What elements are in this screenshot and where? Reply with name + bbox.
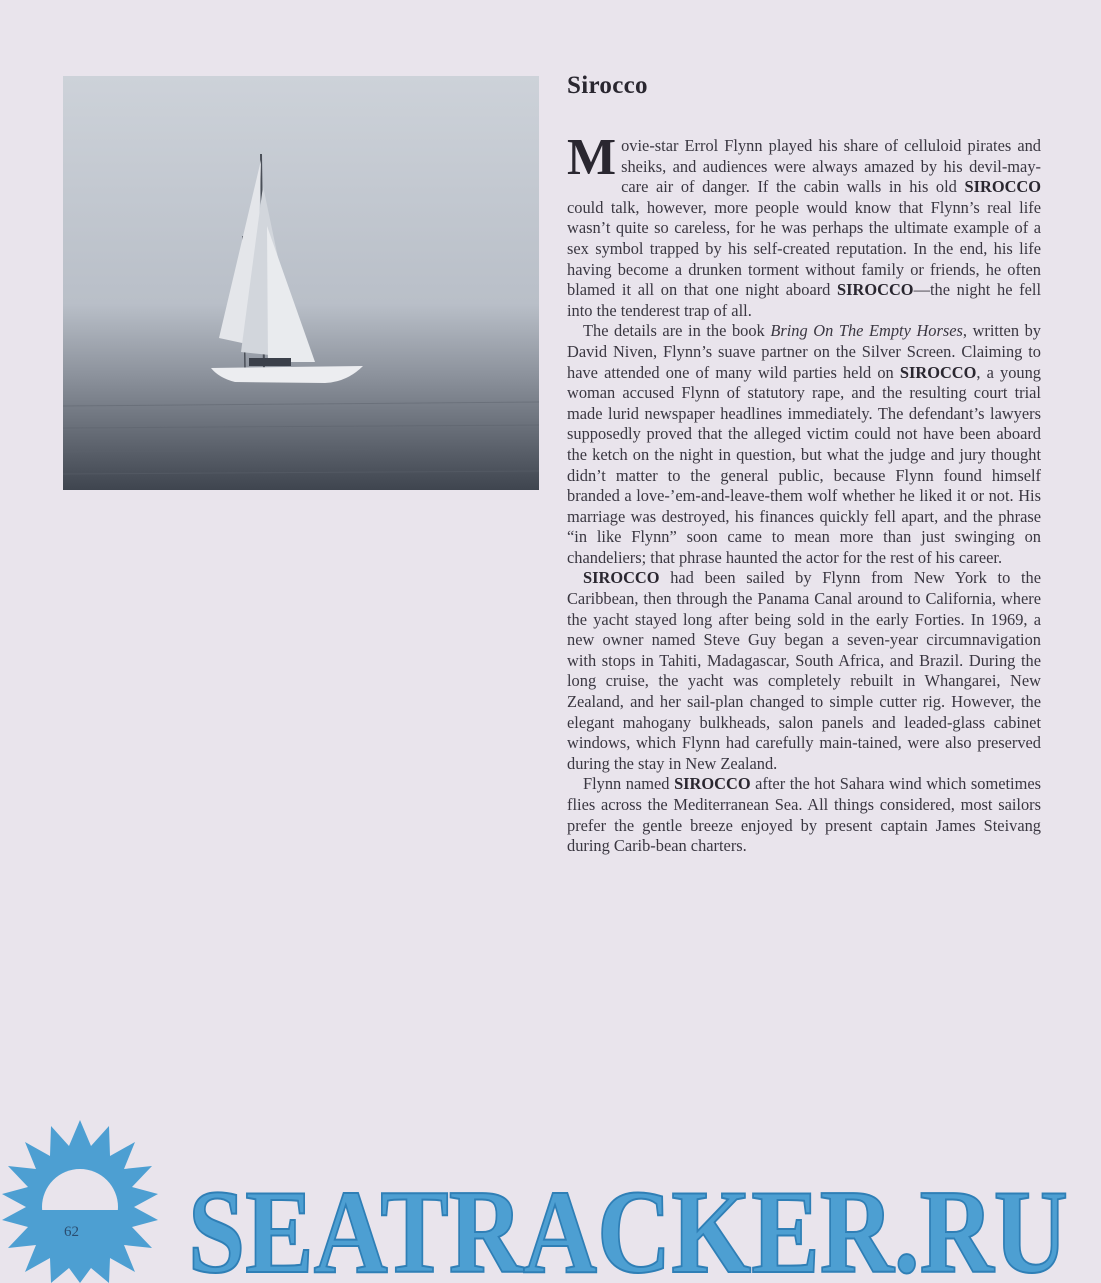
- yacht-name: SIROCCO: [964, 177, 1041, 197]
- article-title: Sirocco: [567, 72, 648, 99]
- yacht-name: SIROCCO: [674, 774, 751, 794]
- book-title: Bring On The Empty Horses: [770, 321, 963, 341]
- paragraph-2: The details are in the book Bring On The Empty Horses, written by David Niven, Flynn’s suave partner on the Silver Screen. Claiming to have attended one of many wild parties held on SIROCCO, a young woman accused Flynn of statutory rape, and the resulting court trial made lurid newspaper headlines immediately. The defendant’s lawyers supposedly proved that the alleged victim could not have been aboard the ketch on the night in question, but what the judge and jury thought didn’t matter to the general public, because Flynn found himself branded a love-’em-and-leave-them wolf whether he liked it or not. His marriage was destroyed, his finances quickly fell apart, and the phrase “in like Flynn” soon came to mean more than just swinging on chandeliers; that phrase haunted the actor for the rest of his career.: [567, 321, 1041, 567]
- yacht-name: SIROCCO: [899, 362, 977, 382]
- paragraph-3: SIROCCO had been sailed by Flynn from New York to the Caribbean, then through the Panama Canal around to California, where the yacht stayed long after being sold in the early Forties. In 1969, a new owner named Steve Guy began a seven-year circumnavigation with stops in Tahiti, Madagascar, South Africa, and Brazil. During the long cruise, the yacht was completely rebuilt in Whangarei, New Zealand, and her sail-plan changed to simple cutter rig. However, the elegant mahogany bulkheads, salon panels and leaded-glass cabinet windows, which Flynn had carefully main-tained, were also preserved during the stay in New Zealand.: [567, 568, 1041, 773]
- page-number: 62: [64, 1224, 79, 1240]
- article-body: [567, 129, 1042, 857]
- yacht-name: SIROCCO: [583, 568, 660, 588]
- watermark-text: SEATRACKER.RU: [188, 1165, 1068, 1283]
- paragraph-1: Movie-star Errol Flynn played his share of celluloid pirates and sheiks, and audiences were always amazed by his devil-may-care air of danger. If the cabin walls in his old SIROCCO could talk, however, more people would know that Flynn’s real life wasn’t quite so careless, for he was perhaps the ultimate example of a sex symbol trapped by his self-created reputation. In the end, his life having become a drunken torment without family or friends, he often blamed it all on that one night aboard SIROCCO—the night he fell into the tenderest trap of all.: [567, 129, 1042, 320]
- paragraph-4: Flynn named SIROCCO after the hot Sahara wind which sometimes flies across the Mediterranean Sea. All things considered, most sailors prefer the gentle breeze enjoyed by present captain James Steivang during Carib-bean charters.: [567, 774, 1041, 856]
- drop-cap: M: [567, 129, 617, 186]
- yacht-name: SIROCCO: [837, 280, 914, 300]
- sailing-yacht-photo: [63, 76, 539, 490]
- watermark: [0, 1120, 1101, 1283]
